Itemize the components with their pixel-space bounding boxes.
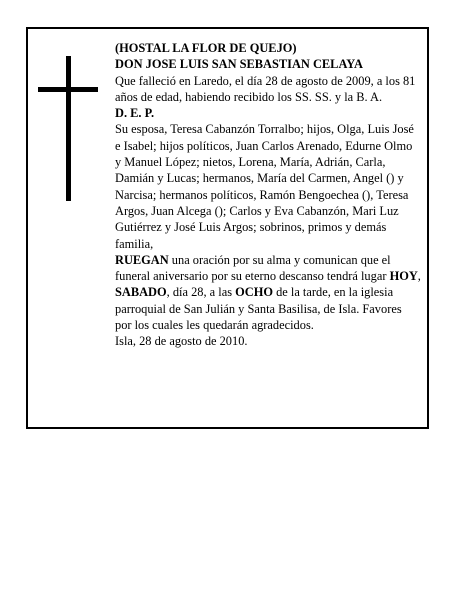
cross-horizontal-bar	[38, 87, 98, 92]
place-heading: (HOSTAL LA FLOR DE QUEJO)	[115, 41, 297, 55]
obituary-notice	[26, 27, 429, 429]
cross-vertical-bar	[66, 56, 71, 201]
request-hoy: HOY	[389, 269, 418, 284]
request-text-3: de la tarde, en la iglesia parroquial de San Julián y Santa Basilisa, de Isla. Favores por los cuales les quedarán agradecidos.	[115, 285, 402, 333]
request-lead: RUEGAN	[115, 252, 169, 267]
deceased-name: DON JOSE LUIS SAN SEBASTIAN CELAYA	[115, 57, 364, 72]
cross-icon	[38, 56, 98, 201]
request-text-2: , día 28, a las	[166, 285, 236, 300]
request-comma: ,	[417, 269, 421, 284]
dep-line: D. E. P.	[115, 106, 155, 121]
request-text-1: una oración por su alma y comunican que el funeral aniversario por su eterno descanso tendrá lugar	[115, 252, 391, 284]
request-ocho: OCHO	[235, 285, 273, 300]
request-sabado: SABADO	[115, 285, 167, 300]
family-list: Su esposa, Teresa Cabanzón Torralbo; hijos, Olga, Luis José e Isabel; hijos políticos, Juan Carlos Arenado, Edurne Olmo y Manuel López; nietos, Lorena, María, Adrián, Carla, Damián y Lucas; hermanos, María del Carmen, Angel () y Narcisa; hermanos políticos, Ramón Bengoechea (), Teresa Argos, Juan Alcega (); Carlos y Eva Cabanzón, Mari Luz Gutiérrez y José Luis Argos; sobrinos, primos y demás familia,	[115, 122, 414, 251]
place-date: Isla, 28 de agosto de 2010.	[115, 334, 248, 349]
request-paragraph	[115, 252, 421, 333]
notice-body	[115, 40, 421, 350]
death-statement: Que falleció en Laredo, el día 28 de agosto de 2009, a los 81 años de edad, habiendo recibido los SS. SS. y la B. A.	[115, 73, 416, 104]
